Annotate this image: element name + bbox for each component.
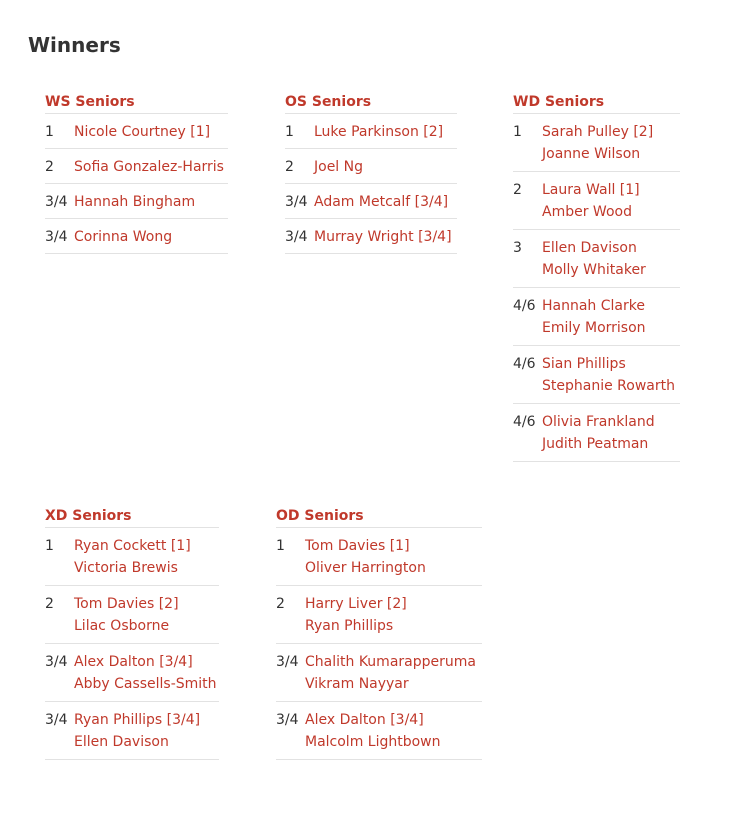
position: 3 <box>513 240 522 256</box>
result-row <box>285 149 457 184</box>
position: 1 <box>513 124 522 140</box>
player-link[interactable]: Victoria Brewis <box>74 560 178 576</box>
page-title: Winners <box>28 33 121 57</box>
result-row <box>276 702 482 760</box>
player-link[interactable]: Adam Metcalf [3/4] <box>314 194 449 210</box>
result-row <box>45 219 228 254</box>
event-xd-seniors <box>45 507 219 760</box>
position: 3/4 <box>285 229 308 245</box>
player-link[interactable]: Laura Wall [1] <box>542 182 640 198</box>
player-link[interactable]: Ryan Phillips <box>305 618 394 634</box>
player-link[interactable]: Ryan Phillips [3/4] <box>74 712 201 728</box>
result-row <box>45 702 219 760</box>
result-row <box>285 184 457 219</box>
player-link[interactable]: Stephanie Rowarth <box>542 378 675 394</box>
position: 4/6 <box>513 356 536 372</box>
event-title: XD Seniors <box>45 507 219 528</box>
event-od-seniors <box>276 507 482 760</box>
player-link[interactable]: Harry Liver [2] <box>305 596 407 612</box>
player-link[interactable]: Judith Peatman <box>542 436 649 452</box>
result-row <box>285 114 457 149</box>
player-link[interactable]: Hannah Clarke <box>542 298 645 314</box>
result-row <box>45 114 228 149</box>
player-link[interactable]: Oliver Harrington <box>305 560 426 576</box>
event-title: WD Seniors <box>513 93 680 114</box>
player-link[interactable]: Chalith Kumarapperuma <box>305 654 476 670</box>
player-link[interactable]: Lilac Osborne <box>74 618 170 634</box>
player-link[interactable]: Ellen Davison <box>542 240 637 256</box>
player-link[interactable]: Sian Phillips <box>542 356 626 372</box>
position: 3/4 <box>285 194 308 210</box>
player-link[interactable]: Vikram Nayyar <box>305 676 409 692</box>
player-link[interactable]: Tom Davies [1] <box>305 538 410 554</box>
player-link[interactable]: Olivia Frankland <box>542 414 655 430</box>
player-link[interactable]: Sofia Gonzalez-Harris <box>74 159 224 175</box>
player-link[interactable]: Emily Morrison <box>542 320 646 336</box>
position: 2 <box>45 159 54 175</box>
result-row <box>513 404 680 462</box>
player-link[interactable]: Luke Parkinson [2] <box>314 124 444 140</box>
result-row <box>45 149 228 184</box>
position: 2 <box>45 596 54 612</box>
position: 4/6 <box>513 298 536 314</box>
event-title: OD Seniors <box>276 507 482 528</box>
player-link[interactable]: Malcolm Lightbown <box>305 734 441 750</box>
position: 2 <box>513 182 522 198</box>
event-wd-seniors <box>513 93 680 462</box>
player-link[interactable]: Corinna Wong <box>74 229 173 245</box>
player-link[interactable]: Hannah Bingham <box>74 194 196 210</box>
player-link[interactable]: Sarah Pulley [2] <box>542 124 654 140</box>
result-row <box>276 586 482 644</box>
event-ws-seniors <box>45 93 228 254</box>
result-row <box>513 346 680 404</box>
player-link[interactable]: Joel Ng <box>314 159 364 175</box>
player-link[interactable]: Abby Cassells-Smith <box>74 676 217 692</box>
result-row <box>513 288 680 346</box>
player-link[interactable]: Ryan Cockett [1] <box>74 538 191 554</box>
position: 3/4 <box>276 654 299 670</box>
result-row <box>45 184 228 219</box>
position: 1 <box>45 124 54 140</box>
player-link[interactable]: Alex Dalton [3/4] <box>74 654 193 670</box>
position: 1 <box>285 124 294 140</box>
position: 1 <box>276 538 285 554</box>
player-link[interactable]: Molly Whitaker <box>542 262 646 278</box>
event-title: WS Seniors <box>45 93 228 114</box>
position: 3/4 <box>45 229 68 245</box>
result-row <box>276 644 482 702</box>
event-title: OS Seniors <box>285 93 457 114</box>
result-row <box>513 114 680 172</box>
position: 1 <box>45 538 54 554</box>
result-row <box>513 230 680 288</box>
player-link[interactable]: Nicole Courtney [1] <box>74 124 211 140</box>
position: 4/6 <box>513 414 536 430</box>
position: 3/4 <box>45 194 68 210</box>
position: 3/4 <box>276 712 299 728</box>
player-link[interactable]: Ellen Davison <box>74 734 169 750</box>
position: 3/4 <box>45 712 68 728</box>
player-link[interactable]: Amber Wood <box>542 204 632 220</box>
result-row <box>45 528 219 586</box>
player-link[interactable]: Tom Davies [2] <box>74 596 179 612</box>
position: 2 <box>276 596 285 612</box>
result-row <box>513 172 680 230</box>
result-row <box>45 586 219 644</box>
event-os-seniors <box>285 93 457 254</box>
player-link[interactable]: Joanne Wilson <box>542 146 641 162</box>
position: 3/4 <box>45 654 68 670</box>
player-link[interactable]: Murray Wright [3/4] <box>314 229 452 245</box>
result-row <box>285 219 457 254</box>
result-row <box>276 528 482 586</box>
player-link[interactable]: Alex Dalton [3/4] <box>305 712 424 728</box>
result-row <box>45 644 219 702</box>
position: 2 <box>285 159 294 175</box>
